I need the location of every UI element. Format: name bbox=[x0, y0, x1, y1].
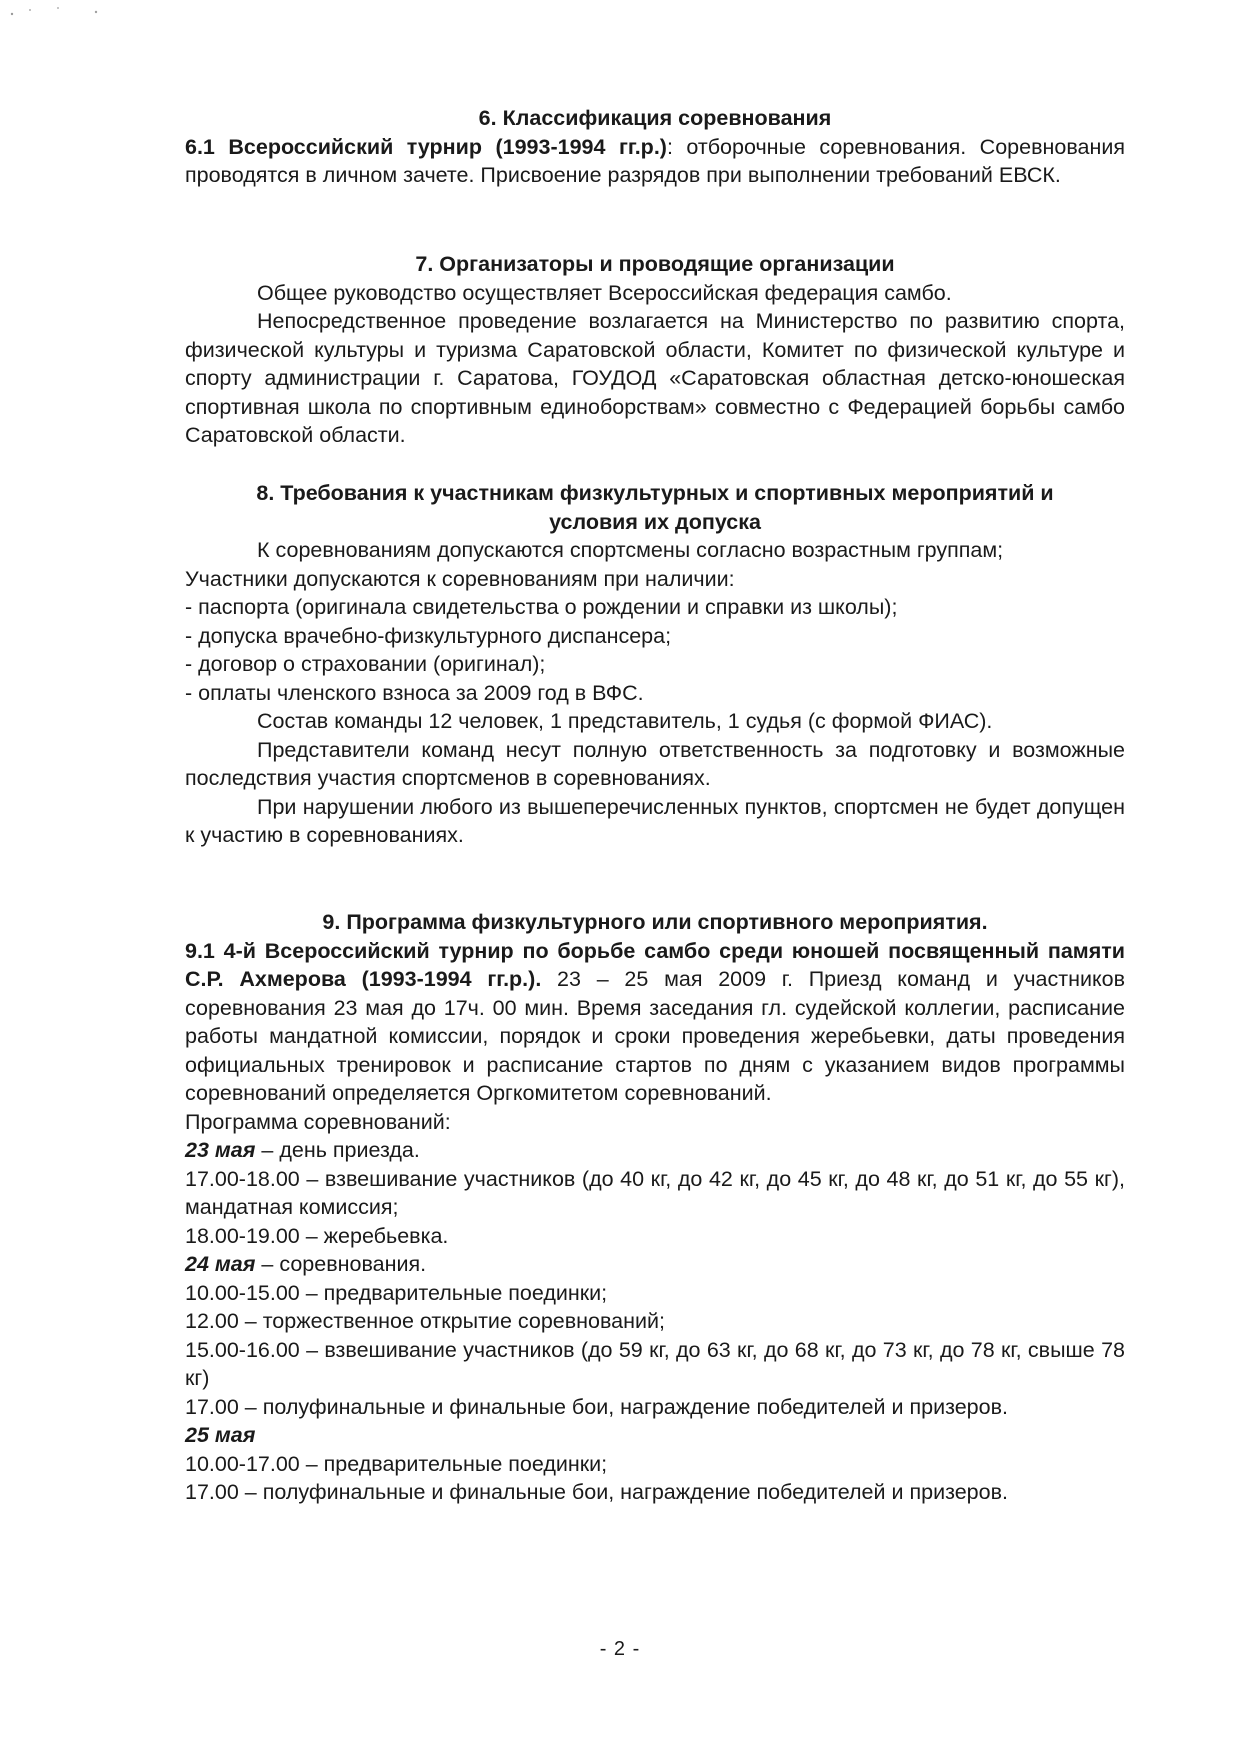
program-day-2 bbox=[185, 1250, 1125, 1279]
day-2-title: – соревнования. bbox=[255, 1252, 427, 1276]
section-9 bbox=[185, 908, 1125, 1507]
schedule-item: 17.00 – полуфинальные и финальные бои, награждение победителей и призеров. bbox=[185, 1480, 1008, 1504]
section-7-paragraph-2: Непосредственное проведение возлагается на Министерство по развитию спорта, физической культуры и туризма Саратовской области, Комитет по физической культуре и спорту администрации г. Саратова, ГОУДОД «Саратовская областная детско-юношеская спортивная школа по спортивным единоборствам» совместно с Федерацией борьбы самбо Саратовской области. bbox=[185, 309, 1125, 447]
list-item: - договор о страховании (оригинал); bbox=[185, 652, 546, 676]
section-7-heading: 7. Организаторы и проводящие организации bbox=[415, 252, 895, 276]
section-7 bbox=[185, 250, 1125, 450]
section-9-1-title: 9.1 4-й Всероссийский турнир по борьбе самбо среди юношей посвященный памяти С.Р. Ахмерова (1993-1994 гг.р.). bbox=[185, 938, 1125, 991]
day-2-date: 24 мая bbox=[185, 1252, 256, 1276]
section-8-paragraph-3: Состав команды 12 человек, 1 представитель, 1 судья (с формой ФИАС). bbox=[257, 709, 993, 733]
section-9-1-text: 23 – 25 мая 2009 г. Приезд команд и участников соревнования 23 мая до 17ч. 00 мин. Время заседания гл. судейской коллегии, расписание работы мандатной комиссии, порядок и сроки проведения жеребьевки, даты проведения официальных тренировок и расписание стартов по дням с указанием видов программы соревнований определяется Оргкомитетом соревнований. bbox=[185, 967, 1125, 1105]
program-day-3 bbox=[185, 1421, 1125, 1450]
section-8-paragraph-2: Участники допускаются к соревнованиям при наличии: bbox=[185, 566, 735, 591]
schedule-item: 12.00 – торжественное открытие соревнований; bbox=[185, 1309, 665, 1333]
section-8-paragraph-4: Представители команд несут полную ответственность за подготовку и возможные последствия участия спортсменов в соревнованиях. bbox=[185, 737, 1125, 790]
day-1-date: 23 мая bbox=[185, 1138, 256, 1162]
list-item: - паспорта (оригинала свидетельства о рождении и справки из школы); bbox=[185, 595, 898, 619]
section-6-heading: 6. Классификация соревнования bbox=[478, 106, 832, 130]
day-3-date: 25 мая bbox=[185, 1423, 256, 1447]
schedule-item: 10.00-15.00 – предварительные поединки; bbox=[185, 1280, 608, 1305]
program-label: Программа соревнований: bbox=[185, 1109, 451, 1134]
schedule-item: 17.00 – полуфинальные и финальные бои, награждение победителей и призеров. bbox=[185, 1394, 1008, 1419]
schedule-item: 18.00-19.00 – жеребьевка. bbox=[185, 1223, 449, 1248]
section-9-heading: 9. Программа физкультурного или спортивного мероприятия. bbox=[322, 910, 988, 934]
section-6-paragraph bbox=[185, 133, 1125, 190]
list-item: - оплаты членского взноса за 2009 год в ВФС. bbox=[185, 680, 644, 705]
schedule-item: 15.00-16.00 – взвешивание участников (до 59 кг, до 63 кг, до 68 кг, до 73 кг, до 78 кг, свыше 78 кг) bbox=[185, 1337, 1125, 1390]
section-8 bbox=[185, 479, 1125, 850]
section-7-paragraph-1: Общее руководство осуществляет Всероссийская федерация самбо. bbox=[257, 280, 952, 305]
day-1-title: – день приезда. bbox=[255, 1138, 420, 1162]
section-8-heading-line-2: условия их допуска bbox=[549, 509, 761, 534]
section-8-paragraph-5: При нарушении любого из вышеперечисленных пунктов, спортсмен не будет допущен к участию в соревнованиях. bbox=[185, 794, 1125, 847]
program-day-1 bbox=[185, 1136, 1125, 1165]
scan-specks bbox=[0, 0, 120, 40]
section-6 bbox=[185, 104, 1125, 190]
list-item: - допуска врачебно-физкультурного диспансера; bbox=[185, 623, 672, 648]
section-9-paragraph-1 bbox=[185, 937, 1125, 1108]
page-number: - 2 - bbox=[599, 1638, 641, 1660]
section-6-1-title: 6.1 Всероссийский турнир (1993-1994 гг.р.) bbox=[185, 134, 667, 159]
schedule-item: 10.00-17.00 – предварительные поединки; bbox=[185, 1451, 608, 1476]
schedule-item: 17.00-18.00 – взвешивание участников (до 40 кг, до 42 кг, до 45 кг, до 48 кг, до 51 кг, до 55 кг), мандатная комиссия; bbox=[185, 1166, 1125, 1219]
section-8-heading-line-1: 8. Требования к участникам физкультурных и спортивных мероприятий и bbox=[256, 481, 1054, 505]
section-8-paragraph-1: К соревнованиям допускаются спортсмены согласно возрастным группам; bbox=[257, 538, 1004, 562]
section-6-1-text: : отборочные соревнования. Соревнования проводятся в личном зачете. Присвоение разрядов при выполнении требований ЕВСК. bbox=[185, 134, 1125, 187]
